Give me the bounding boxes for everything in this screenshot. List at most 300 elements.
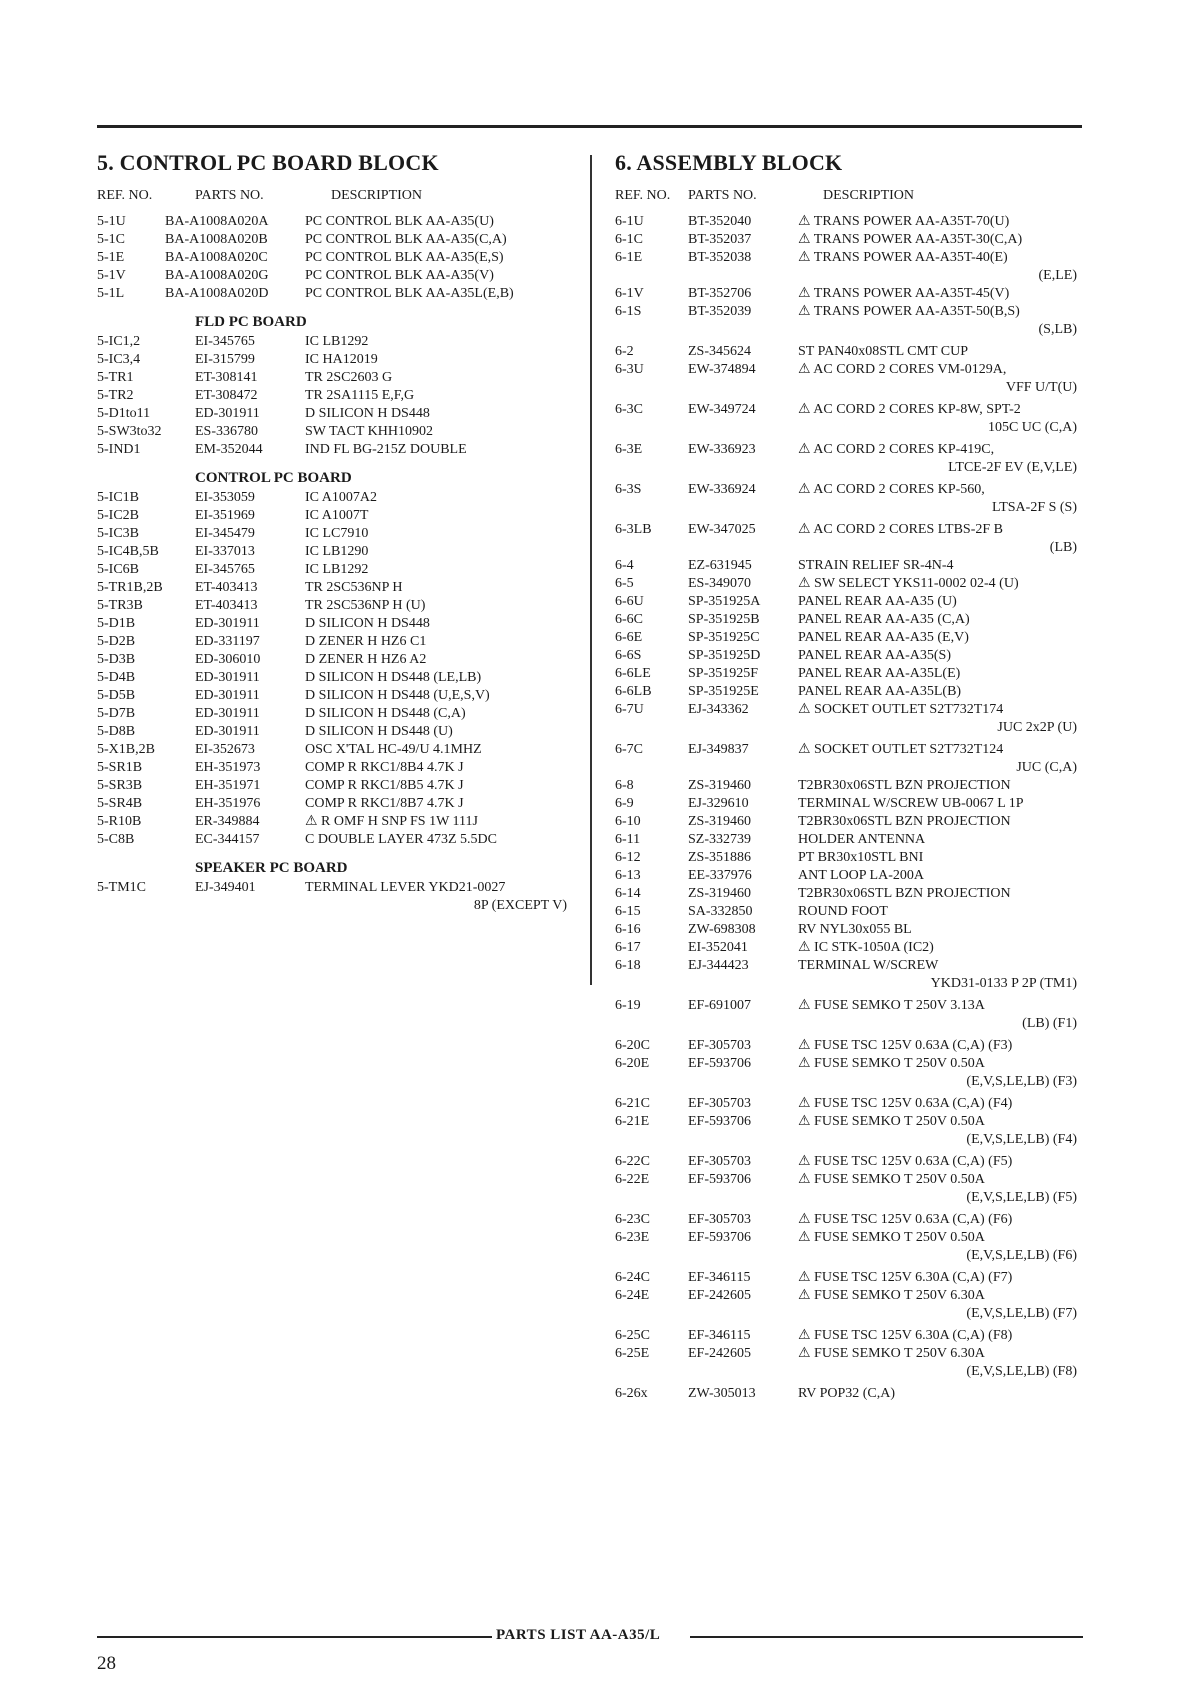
table-row xyxy=(615,629,1085,647)
parts-no: ET-308141 xyxy=(195,370,258,385)
ref-no: 6-1C xyxy=(615,232,643,247)
ref-no: 6-21E xyxy=(615,1114,650,1129)
parts-no: ED-301911 xyxy=(195,406,260,421)
ref-no: 6-18 xyxy=(615,958,641,973)
description: COMP R RKC1/8B7 4.7K J xyxy=(305,796,464,811)
description: IC A1007A2 xyxy=(305,490,377,505)
description: ⚠ FUSE SEMKO T 250V 0.50A xyxy=(798,1114,985,1129)
ref-no: 6-6C xyxy=(615,612,643,627)
parts-no: ED-306010 xyxy=(195,652,261,667)
table-row xyxy=(97,597,577,615)
description-continuation: (E,V,S,LE,LB) (F4) xyxy=(966,1132,1077,1147)
ref-no: 6-4 xyxy=(615,558,634,573)
table-row xyxy=(615,401,1085,419)
description: ANT LOOP LA-200A xyxy=(798,868,924,883)
ref-no: 5-D2B xyxy=(97,634,136,649)
description: IC A1007T xyxy=(305,508,369,523)
description: PANEL REAR AA-A35L(E) xyxy=(798,666,961,681)
description: ⚠ FUSE TSC 125V 6.30A (C,A) (F7) xyxy=(798,1270,1013,1285)
description: D SILICON H DS448 (U,E,S,V) xyxy=(305,688,490,703)
description: ⚠ FUSE TSC 125V 0.63A (C,A) (F4) xyxy=(798,1096,1013,1111)
ref-no: 5-IC4B,5B xyxy=(97,544,159,559)
table-row xyxy=(615,1037,1085,1055)
parts-no: ET-403413 xyxy=(195,580,258,595)
ref-no: 6-17 xyxy=(615,940,641,955)
ref-no: 5-IND1 xyxy=(97,442,141,457)
description-continuation: (E,V,S,LE,LB) (F8) xyxy=(966,1364,1077,1379)
table-row xyxy=(615,1269,1085,1287)
description: ⚠ TRANS POWER AA-A35T-45(V) xyxy=(798,286,1010,301)
description-continuation: (E,V,S,LE,LB) (F5) xyxy=(966,1190,1077,1205)
ref-no: 6-15 xyxy=(615,904,641,919)
table-row xyxy=(615,521,1085,539)
ref-no: 6-3C xyxy=(615,402,643,417)
description-continuation: (E,LE) xyxy=(1038,268,1077,283)
table-row xyxy=(97,759,577,777)
ref-no: 6-6LB xyxy=(615,684,652,699)
description-continuation: (LB) (F1) xyxy=(1022,1016,1077,1031)
description-continuation: (E,V,S,LE,LB) (F3) xyxy=(966,1074,1077,1089)
parts-no: EZ-631945 xyxy=(688,558,752,573)
parts-no: ET-308472 xyxy=(195,388,258,403)
table-row xyxy=(97,489,577,507)
table-row xyxy=(615,1287,1085,1305)
parts-no: EI-352673 xyxy=(195,742,255,757)
top-rule xyxy=(97,125,1082,128)
table-row xyxy=(97,813,577,831)
description: ⚠ FUSE TSC 125V 0.63A (C,A) (F6) xyxy=(798,1212,1013,1227)
description: ⚠ SW SELECT YKS11-0002 02-4 (U) xyxy=(798,576,1019,591)
table-row xyxy=(615,343,1085,361)
table-row xyxy=(615,939,1085,957)
table-row xyxy=(615,795,1085,813)
table-row xyxy=(97,249,577,267)
ref-no: 5-SR3B xyxy=(97,778,143,793)
description: ⚠ FUSE TSC 125V 0.63A (C,A) (F5) xyxy=(798,1154,1013,1169)
description: COMP R RKC1/8B4 4.7K J xyxy=(305,760,464,775)
table-row xyxy=(615,701,1085,719)
parts-no: ES-349070 xyxy=(688,576,751,591)
ref-no: 6-16 xyxy=(615,922,641,937)
description: STRAIN RELIEF SR-4N-4 xyxy=(798,558,954,573)
ref-no: 6-2 xyxy=(615,344,634,359)
ref-no: 6-13 xyxy=(615,868,641,883)
description: TR 2SC536NP H (U) xyxy=(305,598,426,613)
parts-no: EH-351976 xyxy=(195,796,261,811)
table-row xyxy=(615,885,1085,903)
table-row xyxy=(615,481,1085,499)
description: ⚠ FUSE TSC 125V 6.30A (C,A) (F8) xyxy=(798,1328,1013,1343)
parts-no: EF-593706 xyxy=(688,1230,751,1245)
ref-no: 6-10 xyxy=(615,814,641,829)
table-row xyxy=(615,557,1085,575)
parts-no: EI-345479 xyxy=(195,526,255,541)
ref-no: 6-3S xyxy=(615,482,642,497)
ref-no: 6-11 xyxy=(615,832,641,847)
table-row xyxy=(615,813,1085,831)
table-row xyxy=(615,867,1085,885)
table-row xyxy=(615,1113,1085,1131)
ref-no: 6-22E xyxy=(615,1172,650,1187)
description: ⚠ TRANS POWER AA-A35T-40(E) xyxy=(798,250,1008,265)
parts-no: ED-301911 xyxy=(195,724,260,739)
control-rows xyxy=(97,489,577,849)
parts-no: EI-352041 xyxy=(688,940,748,955)
parts-no: EF-305703 xyxy=(688,1096,751,1111)
description: PANEL REAR AA-A35 (C,A) xyxy=(798,612,970,627)
description: C DOUBLE LAYER 473Z 5.5DC xyxy=(305,832,497,847)
description: PANEL REAR AA-A35L(B) xyxy=(798,684,962,699)
description: ROUND FOOT xyxy=(798,904,888,919)
parts-no: EJ-343362 xyxy=(688,702,749,717)
description: D SILICON H DS448 xyxy=(305,616,430,631)
parts-no: EF-593706 xyxy=(688,1056,751,1071)
ref-no: 5-TR3B xyxy=(97,598,143,613)
section-title: 6. ASSEMBLY BLOCK xyxy=(615,150,843,175)
ref-no: 6-14 xyxy=(615,886,641,901)
description: ⚠ TRANS POWER AA-A35T-30(C,A) xyxy=(798,232,1023,247)
ref-no: 6-3LB xyxy=(615,522,652,537)
ref-no: 5-1L xyxy=(97,286,125,301)
table-row xyxy=(97,669,577,687)
table-header xyxy=(97,188,577,203)
description: OSC X'TAL HC-49/U 4.1MHZ xyxy=(305,742,482,757)
description-continuation: LTCE-2F EV (E,V,LE) xyxy=(948,460,1077,475)
description-continuation: 105C UC (C,A) xyxy=(987,420,1077,435)
column-divider xyxy=(590,155,592,985)
description: D SILICON H DS448 (C,A) xyxy=(305,706,466,721)
table-row xyxy=(615,647,1085,665)
ref-no: 5-SR1B xyxy=(97,760,143,775)
table-row xyxy=(97,705,577,723)
ref-no: 6-25C xyxy=(615,1328,650,1343)
parts-no: ZS-351886 xyxy=(688,850,751,865)
parts-no: EF-305703 xyxy=(688,1038,751,1053)
table-row xyxy=(97,795,577,813)
parts-no: ZS-319460 xyxy=(688,814,751,829)
ref-no: 6-12 xyxy=(615,850,641,865)
parts-no: EW-349724 xyxy=(688,402,756,417)
parts-no: EI-337013 xyxy=(195,544,255,559)
parts-no: EF-346115 xyxy=(688,1270,751,1285)
table-row xyxy=(97,369,577,387)
parts-no: EF-305703 xyxy=(688,1212,751,1227)
parts-no: SP-351925E xyxy=(688,684,759,699)
parts-no: ZS-319460 xyxy=(688,778,751,793)
description: PANEL REAR AA-A35 (U) xyxy=(798,594,957,609)
description: IC HA12019 xyxy=(305,352,378,367)
ref-no: 6-26x xyxy=(615,1386,648,1401)
parts-no: SP-351925A xyxy=(688,594,761,609)
footer-rule-left xyxy=(97,1636,492,1638)
ref-no: 5-D7B xyxy=(97,706,136,721)
table-row xyxy=(615,1385,1085,1403)
description-continuation: (S,LB) xyxy=(1038,322,1077,337)
parts-no: EF-593706 xyxy=(688,1172,751,1187)
table-row xyxy=(97,777,577,795)
description: TERMINAL W/SCREW UB-0067 L 1P xyxy=(798,796,1024,811)
description: ⚠ AC CORD 2 CORES KP-560, xyxy=(798,482,985,497)
table-row xyxy=(615,957,1085,975)
description: D ZENER H HZ6 A2 xyxy=(305,652,427,667)
parts-no: EH-351971 xyxy=(195,778,261,793)
table-row xyxy=(97,879,577,897)
ref-no: 5-D1to11 xyxy=(97,406,151,421)
ref-no: 5-IC2B xyxy=(97,508,139,523)
description: TR 2SA1115 E,F,G xyxy=(305,388,415,403)
ref-no: 5-R10B xyxy=(97,814,142,829)
parts-no: EJ-344423 xyxy=(688,958,749,973)
ref-no: 6-5 xyxy=(615,576,634,591)
ref-no: 6-24C xyxy=(615,1270,650,1285)
parts-no: EF-242605 xyxy=(688,1288,751,1303)
description: RV POP32 (C,A) xyxy=(798,1386,896,1401)
parts-no: BT-352037 xyxy=(688,232,752,247)
ref-no: 5-IC1B xyxy=(97,490,139,505)
table-row xyxy=(97,285,577,303)
parts-no: BA-A1008A020D xyxy=(165,286,269,301)
footer-rule-right xyxy=(690,1636,1083,1638)
description-continuation: 8P (EXCEPT V) xyxy=(473,898,567,913)
parts-no: ED-331197 xyxy=(195,634,260,649)
table-row xyxy=(615,1345,1085,1363)
description: PT BR30x10STL BNI xyxy=(798,850,924,865)
table-row xyxy=(97,507,577,525)
parts-no: SP-351925D xyxy=(688,648,761,663)
table-row xyxy=(97,651,577,669)
top-rows xyxy=(97,213,577,303)
ref-no: 5-1E xyxy=(97,250,125,265)
table-row xyxy=(615,777,1085,795)
description: D SILICON H DS448 xyxy=(305,406,430,421)
description: ⚠ AC CORD 2 CORES KP-419C, xyxy=(798,442,995,457)
parts-no: ES-336780 xyxy=(195,424,258,439)
description: ⚠ TRANS POWER AA-A35T-70(U) xyxy=(798,214,1010,229)
description: RV NYL30x055 BL xyxy=(798,922,912,937)
fld-pc-board-title: FLD PC BOARD xyxy=(195,314,307,330)
ref-no: 6-6U xyxy=(615,594,644,609)
description: T2BR30x06STL BZN PROJECTION xyxy=(798,886,1011,901)
table-row xyxy=(97,267,577,285)
table-row xyxy=(615,611,1085,629)
ref-no: 6-3E xyxy=(615,442,643,457)
parts-no: EJ-329610 xyxy=(688,796,749,811)
parts-no: EF-593706 xyxy=(688,1114,751,1129)
description: PANEL REAR AA-A35 (E,V) xyxy=(798,630,969,645)
parts-no: ET-403413 xyxy=(195,598,258,613)
parts-no: SP-351925B xyxy=(688,612,760,627)
parts-no: EW-336924 xyxy=(688,482,756,497)
ref-no: 5-IC1,2 xyxy=(97,334,141,349)
table-row xyxy=(97,579,577,597)
parts-no: EF-242605 xyxy=(688,1346,751,1361)
section-title: 5. CONTROL PC BOARD BLOCK xyxy=(97,150,439,175)
table-row xyxy=(615,665,1085,683)
description-continuation: (E,V,S,LE,LB) (F7) xyxy=(966,1306,1077,1321)
description: T2BR30x06STL BZN PROJECTION xyxy=(798,814,1011,829)
table-row xyxy=(615,1153,1085,1171)
assembly-rows xyxy=(615,213,1085,1403)
ref-no: 6-23C xyxy=(615,1212,650,1227)
header-parts: PARTS NO. xyxy=(195,188,264,203)
description: IC LB1292 xyxy=(305,562,369,577)
description: T2BR30x06STL BZN PROJECTION xyxy=(798,778,1011,793)
table-row xyxy=(97,561,577,579)
parts-no: EJ-349837 xyxy=(688,742,749,757)
table-row xyxy=(97,525,577,543)
table-row xyxy=(615,285,1085,303)
parts-no: EI-351969 xyxy=(195,508,255,523)
description: ⚠ FUSE SEMKO T 250V 0.50A xyxy=(798,1230,985,1245)
ref-no: 6-1U xyxy=(615,214,644,229)
description-continuation: LTSA-2F S (S) xyxy=(991,500,1077,515)
description-continuation: (LB) xyxy=(1049,540,1077,555)
table-row xyxy=(615,921,1085,939)
parts-no: BA-A1008A020G xyxy=(165,268,269,283)
description: TR 2SC536NP H xyxy=(305,580,403,595)
table-row xyxy=(615,1055,1085,1073)
parts-no: EJ-349401 xyxy=(195,880,256,895)
parts-no: EE-337976 xyxy=(688,868,752,883)
ref-no: 6-7C xyxy=(615,742,643,757)
parts-no: ED-301911 xyxy=(195,616,260,631)
parts-no: BT-352038 xyxy=(688,250,752,265)
parts-no: SP-351925F xyxy=(688,666,759,681)
description: D SILICON H DS448 (LE,LB) xyxy=(305,670,482,685)
description: PC CONTROL BLK AA-A35(U) xyxy=(305,214,494,229)
ref-no: 5-IC3B xyxy=(97,526,139,541)
ref-no: 5-1U xyxy=(97,214,126,229)
ref-no: 5-SW3to32 xyxy=(97,424,162,439)
ref-no: 6-3U xyxy=(615,362,644,377)
parts-no: EF-305703 xyxy=(688,1154,751,1169)
speaker-pc-board-title: SPEAKER PC BOARD xyxy=(195,860,348,876)
table-row xyxy=(615,1171,1085,1189)
parts-no: EC-344157 xyxy=(195,832,260,847)
table-row xyxy=(97,213,577,231)
ref-no: 6-1E xyxy=(615,250,643,265)
ref-no: 6-21C xyxy=(615,1096,650,1111)
description: TERMINAL LEVER YKD21-0027 xyxy=(305,880,506,895)
parts-no: ZW-305013 xyxy=(688,1386,756,1401)
ref-no: 6-19 xyxy=(615,998,641,1013)
table-row xyxy=(615,903,1085,921)
description: ⚠ FUSE SEMKO T 250V 0.50A xyxy=(798,1056,985,1071)
fld-rows xyxy=(97,333,577,459)
ref-no: 6-6LE xyxy=(615,666,651,681)
parts-no: EM-352044 xyxy=(195,442,263,457)
parts-no: BA-A1008A020B xyxy=(165,232,268,247)
description: IC LB1290 xyxy=(305,544,369,559)
ref-no: 6-7U xyxy=(615,702,644,717)
table-row xyxy=(97,831,577,849)
description: IC LB1292 xyxy=(305,334,369,349)
table-row xyxy=(97,687,577,705)
ref-no: 5-TR2 xyxy=(97,388,134,403)
description: COMP R RKC1/8B5 4.7K J xyxy=(305,778,464,793)
parts-no: SA-332850 xyxy=(688,904,753,919)
description: PANEL REAR AA-A35(S) xyxy=(798,648,951,663)
table-row xyxy=(97,633,577,651)
table-header xyxy=(615,188,1085,203)
description: ⚠ AC CORD 2 CORES KP-8W, SPT-2 xyxy=(798,402,1021,417)
parts-no: ED-301911 xyxy=(195,670,260,685)
description: IC LC7910 xyxy=(305,526,369,541)
ref-no: 6-8 xyxy=(615,778,634,793)
table-row xyxy=(615,575,1085,593)
header-parts: PARTS NO. xyxy=(688,188,757,203)
ref-no: 6-22C xyxy=(615,1154,650,1169)
description-continuation: VFF U/T(U) xyxy=(1005,380,1077,395)
table-row xyxy=(97,441,577,459)
parts-no: EW-336923 xyxy=(688,442,756,457)
table-row xyxy=(615,831,1085,849)
parts-no: BT-352706 xyxy=(688,286,752,301)
table-row xyxy=(615,1327,1085,1345)
ref-no: 6-9 xyxy=(615,796,634,811)
ref-no: 6-6E xyxy=(615,630,643,645)
parts-no: BT-352039 xyxy=(688,304,752,319)
table-row xyxy=(615,441,1085,459)
ref-no: 5-D5B xyxy=(97,688,136,703)
description: PC CONTROL BLK AA-A35L(E,B) xyxy=(305,286,514,301)
parts-no: SP-351925C xyxy=(688,630,760,645)
ref-no: 6-1V xyxy=(615,286,644,301)
table-row xyxy=(615,997,1085,1015)
ref-no: 5-TM1C xyxy=(97,880,146,895)
parts-no: EI-345765 xyxy=(195,334,255,349)
ref-no: 6-24E xyxy=(615,1288,650,1303)
ref-no: 5-IC6B xyxy=(97,562,139,577)
table-row xyxy=(97,231,577,249)
description: D SILICON H DS448 (U) xyxy=(305,724,453,739)
header-ref: REF. NO. xyxy=(97,188,153,203)
ref-no: 5-TR1B,2B xyxy=(97,580,163,595)
table-row xyxy=(615,303,1085,321)
parts-no: EH-351973 xyxy=(195,760,261,775)
description-continuation: (E,V,S,LE,LB) (F6) xyxy=(966,1248,1077,1263)
description-continuation: YKD31-0133 P 2P (TM1) xyxy=(930,976,1077,991)
parts-no: EW-374894 xyxy=(688,362,756,377)
table-row xyxy=(97,741,577,759)
parts-no: EF-691007 xyxy=(688,998,751,1013)
ref-no: 5-SR4B xyxy=(97,796,143,811)
description: SW TACT KHH10902 xyxy=(305,424,434,439)
ref-no: 6-6S xyxy=(615,648,642,663)
parts-no: EI-353059 xyxy=(195,490,255,505)
table-row xyxy=(615,249,1085,267)
table-row xyxy=(97,723,577,741)
table-row xyxy=(615,849,1085,867)
ref-no: 6-1S xyxy=(615,304,642,319)
description: ST PAN40x08STL CMT CUP xyxy=(798,344,968,359)
table-row xyxy=(615,361,1085,379)
description: ⚠ SOCKET OUTLET S2T732T124 xyxy=(798,742,1004,757)
ref-no: 5-C8B xyxy=(97,832,135,847)
description: ⚠ FUSE SEMKO T 250V 0.50A xyxy=(798,1172,985,1187)
ref-no: 5-TR1 xyxy=(97,370,134,385)
ref-no: 5-D4B xyxy=(97,670,136,685)
control-pc-board-title: CONTROL PC BOARD xyxy=(195,470,352,486)
header-ref: REF. NO. xyxy=(615,188,671,203)
table-row xyxy=(615,213,1085,231)
parts-no: EF-346115 xyxy=(688,1328,751,1343)
description: ⚠ AC CORD 2 CORES VM-0129A, xyxy=(798,362,1007,377)
table-row xyxy=(97,387,577,405)
description: ⚠ TRANS POWER AA-A35T-50(B,S) xyxy=(798,304,1020,319)
parts-no: EI-345765 xyxy=(195,562,255,577)
description-continuation: JUC 2x2P (U) xyxy=(997,720,1077,735)
